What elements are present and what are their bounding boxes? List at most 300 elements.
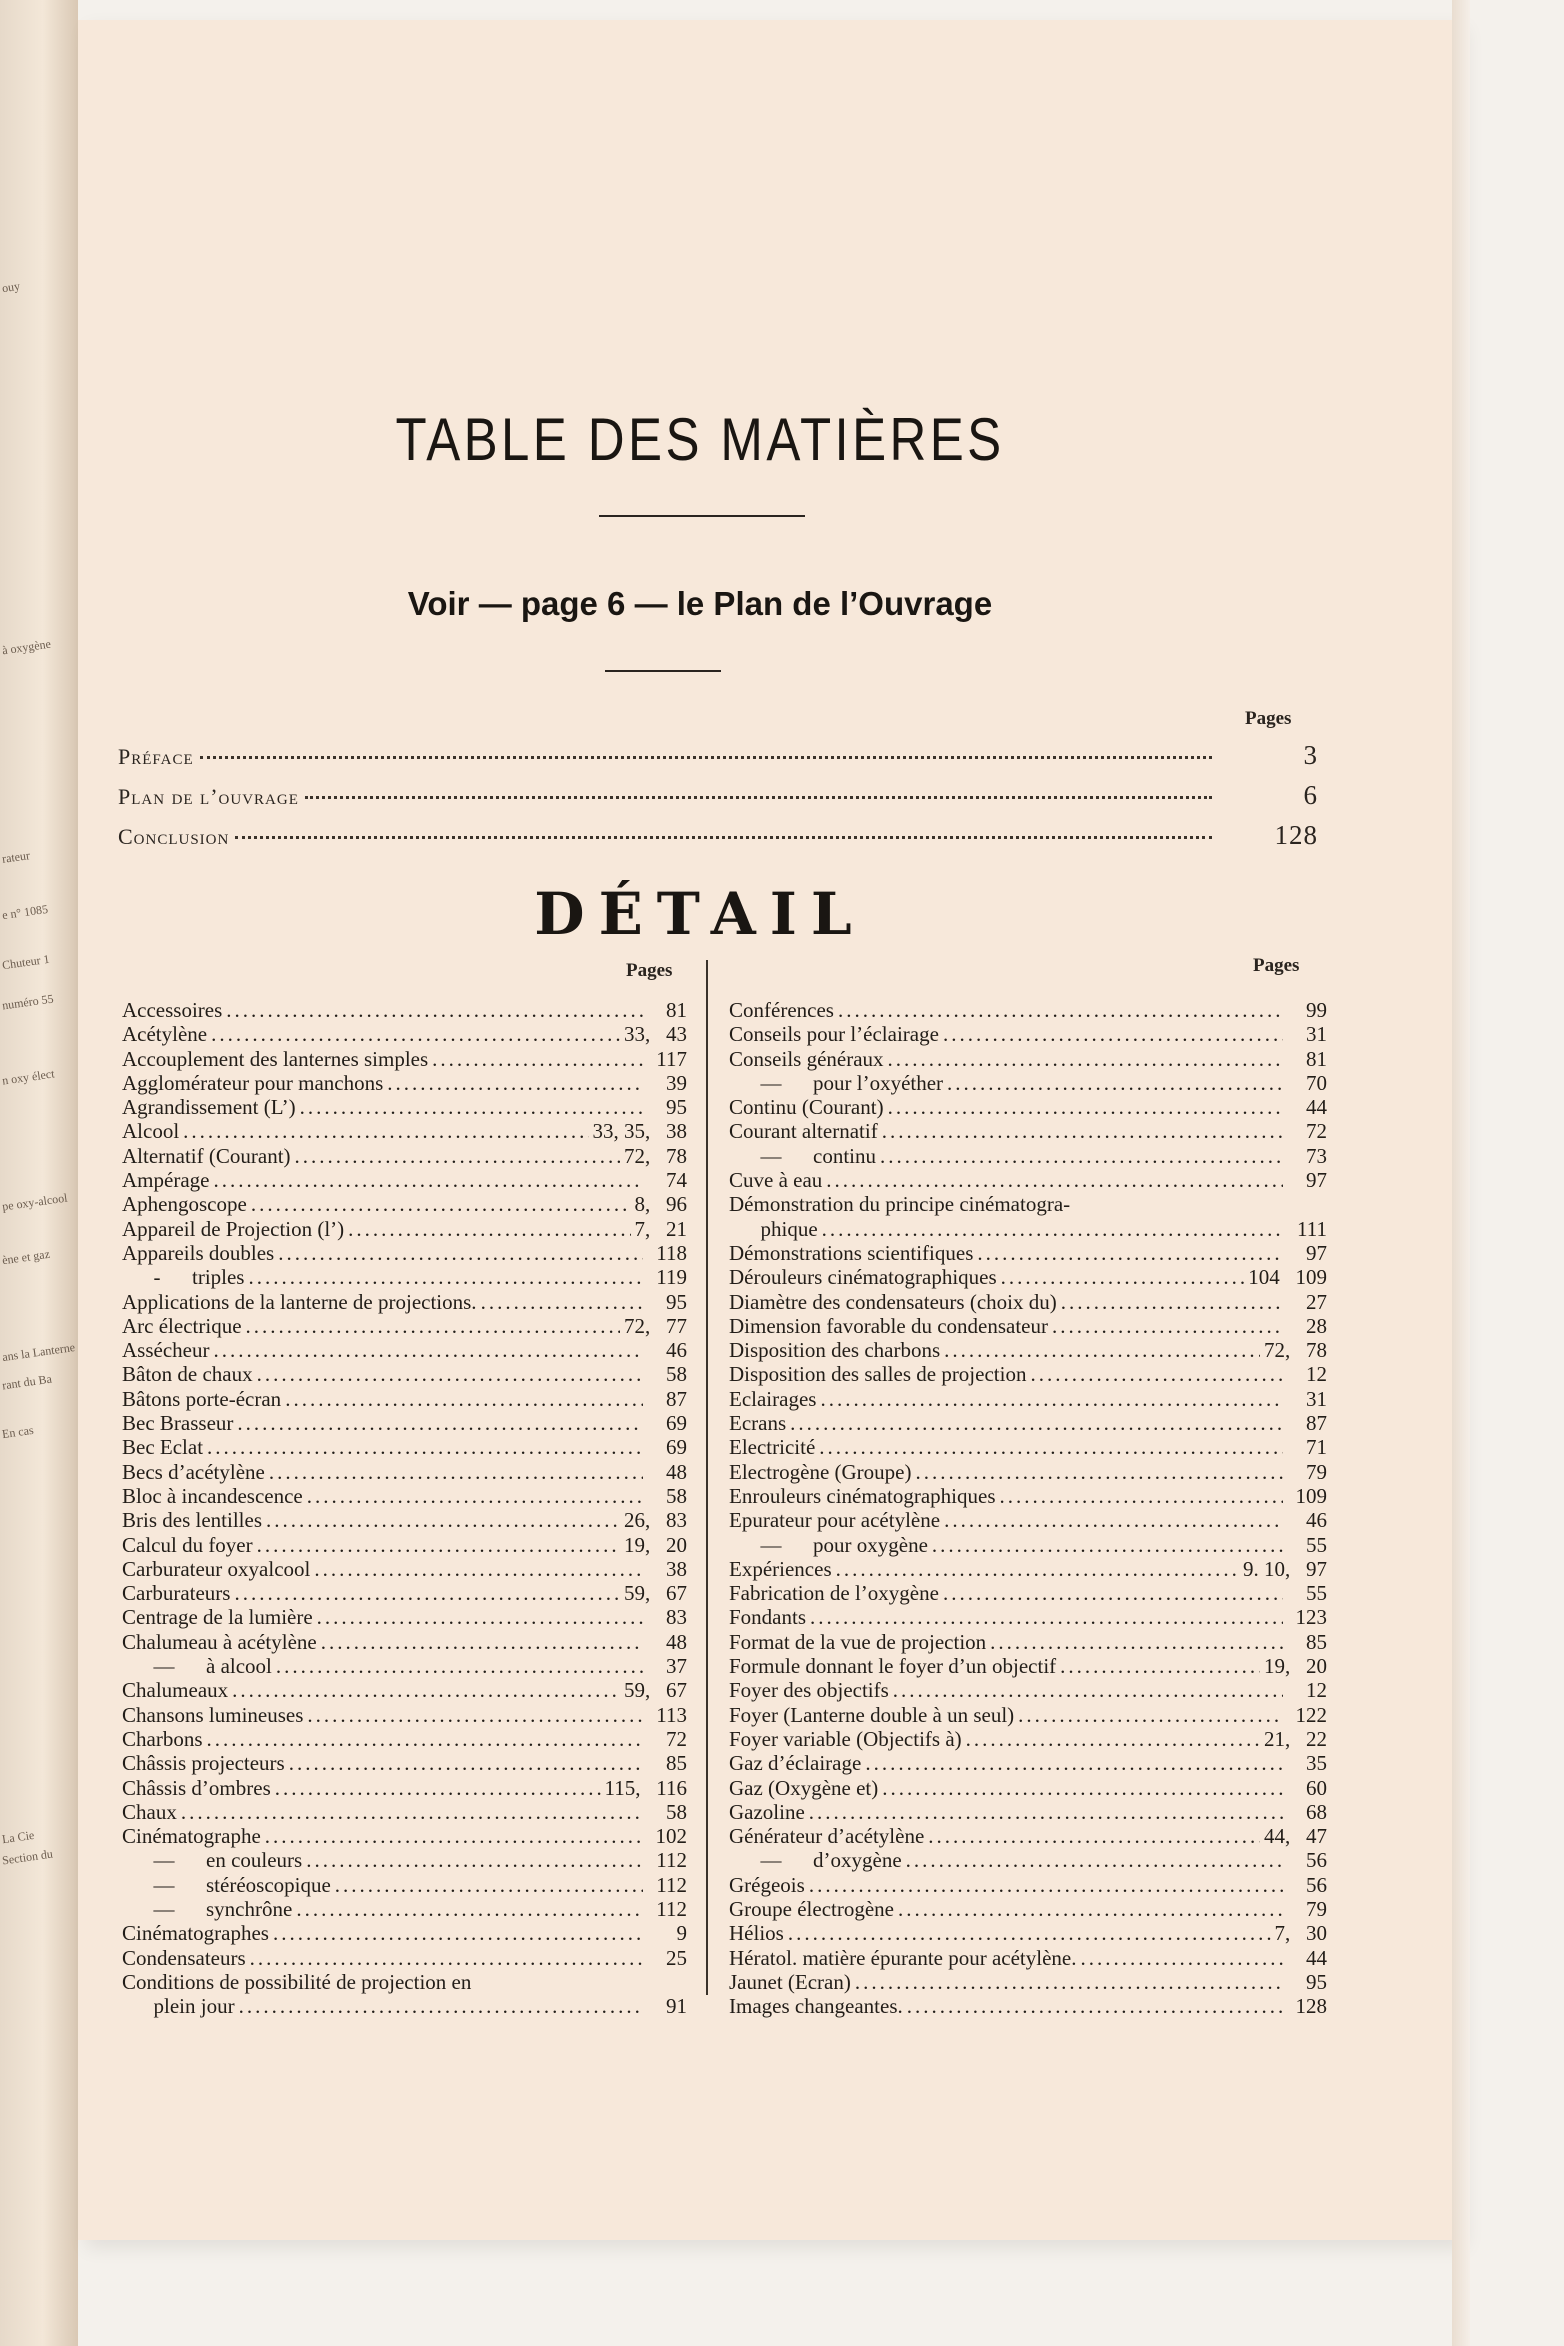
dot-leader xyxy=(226,998,643,1023)
facing-page-text-fragments xyxy=(0,0,78,2346)
index-entry xyxy=(122,1338,687,1362)
dot-leader xyxy=(822,1217,1283,1242)
index-entry-label: — synchrône xyxy=(122,1896,293,1921)
index-entry-label: Accouplement des lanternes simples xyxy=(122,1046,429,1071)
index-entry xyxy=(122,1873,687,1897)
index-entry-pages: 83 xyxy=(666,1605,687,1630)
index-entry xyxy=(122,1751,687,1775)
index-entry xyxy=(729,1727,1327,1751)
index-entry-pages: 117 xyxy=(656,1046,687,1071)
index-entry-label: plein jour xyxy=(122,1994,235,2019)
column-divider xyxy=(706,960,708,1995)
index-entry xyxy=(729,1217,1327,1241)
index-entry xyxy=(122,1678,687,1702)
index-entry-pages: 46 xyxy=(666,1338,687,1363)
index-entry-label: Gaz d’éclairage xyxy=(729,1751,862,1776)
index-entry-pages: 35 xyxy=(1306,1751,1327,1776)
main-entry-page: 3 xyxy=(1303,740,1318,770)
index-entry-label: Ampérage xyxy=(122,1168,210,1193)
index-entry-label: Gazoline xyxy=(729,1799,805,1824)
index-entry xyxy=(122,1727,687,1751)
left-pages-header: Pages xyxy=(626,960,673,981)
facing-page-fragment: Chuteur 1 xyxy=(1,951,51,973)
index-entry xyxy=(122,1460,687,1484)
dot-leader xyxy=(306,1848,643,1873)
dot-leader xyxy=(906,1848,1283,1873)
index-entry-label: Cuve à eau xyxy=(729,1168,823,1193)
index-entry-label: Becs d’acétylène xyxy=(122,1459,265,1484)
index-entry xyxy=(729,1897,1327,1921)
index-entry-label: Alternatif (Courant) xyxy=(122,1143,291,1168)
index-entry xyxy=(122,1654,687,1678)
main-entry xyxy=(118,780,1318,820)
index-entry-pages: 112 xyxy=(656,1896,687,1921)
index-entry-label: Conseils pour l’éclairage xyxy=(729,1022,939,1047)
dot-leader xyxy=(307,1484,643,1509)
dot-leader xyxy=(907,1994,1283,2019)
dot-leader xyxy=(257,1362,643,1387)
index-entry-label: Cinématographes xyxy=(122,1921,269,1946)
index-entry xyxy=(729,1848,1327,1872)
main-entry xyxy=(118,740,1318,780)
index-entry xyxy=(122,1217,687,1241)
index-entry xyxy=(729,998,1327,1022)
index-entry xyxy=(122,1362,687,1386)
dot-leader xyxy=(432,1047,643,1072)
index-entry xyxy=(122,1824,687,1848)
dot-leader xyxy=(943,1022,1283,1047)
index-entry-pages: 69 xyxy=(666,1435,687,1460)
index-entry-label: Electricité xyxy=(729,1435,816,1460)
index-entry xyxy=(122,1144,687,1168)
index-entry xyxy=(729,1071,1327,1095)
dot-leader xyxy=(1060,1654,1260,1679)
main-entry-page: 128 xyxy=(1274,820,1318,850)
index-entry-label: Calcul du foyer xyxy=(122,1532,253,1557)
main-entry xyxy=(118,820,1318,860)
main-pages-header: Pages xyxy=(1245,708,1292,729)
dot-leader xyxy=(826,1168,1283,1193)
index-entry xyxy=(122,1533,687,1557)
dot-leader xyxy=(932,1533,1283,1558)
main-entries-list xyxy=(118,740,1318,860)
index-entry xyxy=(729,1946,1327,1970)
index-entry-label: Foyer des objectifs xyxy=(729,1678,889,1703)
dot-leader xyxy=(944,1508,1283,1533)
index-entry-label: Hératol. matière épurante pour acétylène. xyxy=(729,1945,1077,1970)
dot-leader xyxy=(183,1119,588,1144)
dot-leader xyxy=(248,1265,643,1290)
dot-leader xyxy=(943,1581,1283,1606)
index-entry xyxy=(122,1168,687,1192)
index-entry-label: Gaz (Oxygène et) xyxy=(729,1775,879,1800)
index-entry-label: Applications de la lanterne de projections. xyxy=(122,1289,477,1314)
index-entry-pages: 27 xyxy=(1306,1289,1327,1314)
index-entry-label: Formule donnant le foyer d’un objectif xyxy=(729,1654,1057,1679)
index-entry-pages: 109 xyxy=(1295,1483,1327,1508)
dot-leader xyxy=(947,1071,1283,1096)
index-entry-pages: 56 xyxy=(1306,1872,1327,1897)
dot-leader xyxy=(1018,1703,1283,1728)
index-entry-pages: 19, 20 xyxy=(1264,1654,1327,1679)
index-entry-label: Groupe électrogène xyxy=(729,1896,894,1921)
index-entry-pages: 87 xyxy=(1306,1411,1327,1436)
dot-leader xyxy=(888,1047,1283,1072)
index-entry-label: Jaunet (Ecran) xyxy=(729,1969,851,1994)
dot-leader xyxy=(300,1095,643,1120)
index-entry-pages: 95 xyxy=(1306,1969,1327,1994)
index-entry-pages: 72, 78 xyxy=(1264,1338,1327,1363)
detail-right-column xyxy=(729,998,1327,2018)
dot-leader xyxy=(289,1751,643,1776)
page-title: TABLE DES MATIÈRES xyxy=(395,406,1005,473)
index-entry-label: Chalumeau à acétylène xyxy=(122,1629,317,1654)
index-entry-pages: 85 xyxy=(666,1751,687,1776)
index-entry-pages: 79 xyxy=(1306,1459,1327,1484)
dot-leader xyxy=(1061,1290,1283,1315)
index-entry-label: Conditions de possibilité de projection en xyxy=(122,1969,472,1994)
index-entry xyxy=(729,1168,1327,1192)
index-entry xyxy=(729,1921,1327,1945)
index-entry-label: Démonstrations scientifiques xyxy=(729,1240,974,1265)
index-entry-label: Courant alternatif xyxy=(729,1119,878,1144)
index-entry-pages: 12 xyxy=(1306,1362,1327,1387)
index-entry-pages: 97 xyxy=(1306,1168,1327,1193)
index-entry-label: Dimension favorable du condensateur xyxy=(729,1313,1048,1338)
index-entry-pages: 31 xyxy=(1306,1022,1327,1047)
index-entry-pages: 25 xyxy=(666,1945,687,1970)
index-entry-label: Continu (Courant) xyxy=(729,1095,884,1120)
dot-leader xyxy=(855,1970,1283,1995)
dot-leader xyxy=(944,1338,1260,1363)
dot-leader xyxy=(977,1241,1283,1266)
dot-leader xyxy=(295,1144,620,1169)
index-entry xyxy=(122,1435,687,1459)
page-edge-shadow xyxy=(1452,0,1470,2346)
index-entry-pages: 97 xyxy=(1306,1240,1327,1265)
index-entry-label: Agglomérateur pour manchons xyxy=(122,1070,384,1095)
dot-leader xyxy=(250,1946,643,1971)
index-entry xyxy=(122,1119,687,1143)
dot-leader xyxy=(387,1071,643,1096)
index-entry-label: Eclairages xyxy=(729,1386,817,1411)
dot-leader xyxy=(788,1921,1271,1946)
index-entry-label: Bâton de chaux xyxy=(122,1362,253,1387)
index-entry-pages: 70 xyxy=(1306,1070,1327,1095)
index-entry xyxy=(729,1387,1327,1411)
index-entry xyxy=(122,1994,687,2018)
index-entry-pages: 12 xyxy=(1306,1678,1327,1703)
index-entry-pages: 7, 21 xyxy=(634,1216,687,1241)
index-entry-label: Disposition des salles de projection xyxy=(729,1362,1027,1387)
dot-leader xyxy=(232,1678,620,1703)
index-entry-pages: 7, 30 xyxy=(1274,1921,1327,1946)
index-entry-pages: 113 xyxy=(656,1702,687,1727)
dot-leader xyxy=(966,1727,1260,1752)
dot-leader xyxy=(898,1897,1283,1922)
dot-leader xyxy=(819,1435,1283,1460)
index-entry-pages: 85 xyxy=(1306,1629,1327,1654)
dot-leader xyxy=(213,1168,643,1193)
index-entry xyxy=(729,1095,1327,1119)
index-entry xyxy=(729,1630,1327,1654)
dot-leader xyxy=(239,1994,643,2019)
dot-leader xyxy=(810,1605,1283,1630)
index-entry-label: Bâtons porte-écran xyxy=(122,1386,282,1411)
dot-leader xyxy=(275,1776,601,1801)
dot-leader xyxy=(880,1144,1283,1169)
index-entry xyxy=(729,1703,1327,1727)
index-entry xyxy=(122,1557,687,1581)
dot-leader xyxy=(278,1241,643,1266)
index-entry xyxy=(122,1387,687,1411)
index-entry-pages: 48 xyxy=(666,1459,687,1484)
index-entry-pages: 72 xyxy=(666,1726,687,1751)
main-entry-label: Plan de l’ouvrage xyxy=(118,784,299,809)
index-entry-pages: 8, 96 xyxy=(634,1192,687,1217)
index-entry-label: Alcool xyxy=(122,1119,180,1144)
index-entry xyxy=(122,1776,687,1800)
dot-leader xyxy=(882,1776,1283,1801)
index-entry-label: Ecrans xyxy=(729,1411,787,1436)
index-entry-pages: 81 xyxy=(666,998,687,1022)
dot-leader xyxy=(276,1654,643,1679)
index-entry-pages: 19, 20 xyxy=(624,1532,687,1557)
dot-leader xyxy=(296,1897,643,1922)
index-entry-label: Disposition des charbons xyxy=(729,1338,941,1363)
index-entry-label: — pour oxygène xyxy=(729,1532,928,1557)
index-entry-pages: 119 xyxy=(656,1265,687,1290)
index-entry-label: - triples xyxy=(122,1265,245,1290)
dot-leader xyxy=(285,1387,643,1412)
index-entry-label: Fabrication de l’oxygène xyxy=(729,1581,939,1606)
index-entry-label: Assécheur xyxy=(122,1338,210,1363)
dot-leader xyxy=(234,1581,620,1606)
dot-leader xyxy=(321,1630,643,1655)
dot-leader xyxy=(882,1119,1283,1144)
index-entry xyxy=(122,1703,687,1727)
index-entry xyxy=(729,1970,1327,1994)
main-entry-label: Conclusion xyxy=(118,824,230,849)
index-entry xyxy=(122,1970,687,1994)
index-entry xyxy=(729,1338,1327,1362)
index-entry-label: — pour l’oxyéther xyxy=(729,1070,944,1095)
facing-page-fragment: e n° 1085 xyxy=(1,901,49,923)
index-entry xyxy=(729,1411,1327,1435)
index-entry-pages: 91 xyxy=(666,1994,687,2019)
index-entry-label: Appareils doubles xyxy=(122,1240,275,1265)
index-entry xyxy=(122,1290,687,1314)
index-entry xyxy=(122,1508,687,1532)
index-entry-label: Enrouleurs cinématographiques xyxy=(729,1483,996,1508)
main-entry-page: 6 xyxy=(1303,780,1318,810)
index-entry-label: Cinématographe xyxy=(122,1824,261,1849)
index-entry-pages: 55 xyxy=(1306,1532,1327,1557)
dot-leader xyxy=(237,1411,643,1436)
index-entry-pages: 122 xyxy=(1295,1702,1327,1727)
facing-page-fragment: La Cie xyxy=(1,1827,36,1847)
index-entry-label: — à alcool xyxy=(122,1654,272,1679)
index-entry-label: — continu xyxy=(729,1143,876,1168)
index-entry xyxy=(122,1022,687,1046)
dot-leader xyxy=(348,1217,630,1242)
facing-page-fragment: rateur xyxy=(1,848,31,866)
index-entry-label: Démonstration du principe cinématogra- xyxy=(729,1192,1071,1217)
index-entry xyxy=(729,1362,1327,1386)
index-entry-pages: 115, 116 xyxy=(604,1775,687,1800)
index-entry-pages: 46 xyxy=(1306,1508,1327,1533)
index-entry-label: Agrandissement (L’) xyxy=(122,1095,296,1120)
index-entry-label: Hélios xyxy=(729,1921,784,1946)
dot-leader xyxy=(888,1095,1283,1120)
index-entry xyxy=(122,1192,687,1216)
dot-leader xyxy=(809,1800,1283,1825)
index-entry-label: Epurateur pour acétylène xyxy=(729,1508,941,1533)
dot-leader xyxy=(251,1192,631,1217)
index-entry-pages: 58 xyxy=(666,1483,687,1508)
index-entry-pages: 81 xyxy=(1306,1046,1327,1071)
index-entry xyxy=(729,1314,1327,1338)
index-entry-label: Chansons lumineuses xyxy=(122,1702,304,1727)
index-entry-pages: 73 xyxy=(1306,1143,1327,1168)
index-entry-pages: 104 109 xyxy=(1248,1265,1327,1290)
index-entry xyxy=(729,1533,1327,1557)
dot-leader xyxy=(200,756,1212,759)
facing-page-fragment: ène et gaz xyxy=(1,1246,51,1268)
index-entry-pages: 102 xyxy=(655,1824,687,1849)
index-entry xyxy=(122,1241,687,1265)
index-entry xyxy=(729,1654,1327,1678)
index-entry-label: — d’oxygène xyxy=(729,1848,902,1873)
dot-leader xyxy=(235,836,1212,839)
index-entry-pages: 38 xyxy=(666,1556,687,1581)
dot-leader xyxy=(335,1873,643,1898)
index-entry-pages: 56 xyxy=(1306,1848,1327,1873)
index-entry-label: Expériences xyxy=(729,1556,832,1581)
index-entry xyxy=(729,1047,1327,1071)
index-entry xyxy=(122,1047,687,1071)
index-entry-label: Acétylène xyxy=(122,1022,208,1047)
index-entry-label: Centrage de la lumière xyxy=(122,1605,313,1630)
index-entry-pages: 128 xyxy=(1295,1994,1327,2019)
index-entry xyxy=(729,1435,1327,1459)
index-entry-label: phique xyxy=(729,1216,818,1241)
index-entry-pages: 55 xyxy=(1306,1581,1327,1606)
dot-leader xyxy=(1030,1362,1283,1387)
facing-page-fragment: ouy xyxy=(1,278,21,296)
index-entry-label: Grégeois xyxy=(729,1872,805,1897)
index-entry-label: Fondants xyxy=(729,1605,807,1630)
index-entry-label: Châssis d’ombres xyxy=(122,1775,271,1800)
index-entry-pages: 58 xyxy=(666,1362,687,1387)
index-entry-pages: 44, 47 xyxy=(1264,1824,1327,1849)
index-entry xyxy=(729,1678,1327,1702)
index-entry-pages: 44 xyxy=(1306,1945,1327,1970)
dot-leader xyxy=(809,1873,1283,1898)
dot-leader xyxy=(481,1290,643,1315)
index-entry-label: Foyer variable (Objectifs à) xyxy=(729,1726,962,1751)
detail-title: DÉTAIL xyxy=(534,880,866,948)
index-entry xyxy=(729,1022,1327,1046)
dot-leader xyxy=(273,1921,643,1946)
index-entry-label: Conseils généraux xyxy=(729,1046,884,1071)
index-entry-label: Diamètre des condensateurs (choix du) xyxy=(729,1289,1057,1314)
right-pages-header: Pages xyxy=(1253,955,1300,976)
index-entry-pages: 68 xyxy=(1306,1799,1327,1824)
index-entry xyxy=(729,1484,1327,1508)
index-entry-label: Chaux xyxy=(122,1799,177,1824)
page-subtitle: Voir — page 6 — le Plan de l’Ouvrage xyxy=(407,585,993,622)
index-entry-label: Bris des lentilles xyxy=(122,1508,262,1533)
index-entry xyxy=(122,998,687,1022)
index-entry xyxy=(729,1873,1327,1897)
dot-leader xyxy=(838,998,1283,1023)
dot-leader xyxy=(1052,1314,1283,1339)
index-entry-pages: 72 xyxy=(1306,1119,1327,1144)
index-entry-pages: 95 xyxy=(666,1095,687,1120)
index-entry-label: Appareil de Projection (l’) xyxy=(122,1216,345,1241)
index-entry-pages: 72, 77 xyxy=(624,1313,687,1338)
index-entry-label: Electrogène (Groupe) xyxy=(729,1459,912,1484)
index-entry-pages: 9. 10, 97 xyxy=(1243,1556,1327,1581)
index-entry-pages: 59, 67 xyxy=(624,1678,687,1703)
dot-leader xyxy=(836,1557,1239,1582)
facing-page-fragment: n oxy élect xyxy=(1,1066,56,1088)
index-entry xyxy=(729,1460,1327,1484)
index-entry-pages: 123 xyxy=(1295,1605,1327,1630)
index-entry-label: Bloc à incandescence xyxy=(122,1483,303,1508)
index-entry xyxy=(122,1095,687,1119)
index-entry-label: Châssis projecteurs xyxy=(122,1751,285,1776)
index-entry xyxy=(122,1605,687,1629)
index-entry xyxy=(729,1605,1327,1629)
index-entry-pages: 72, 78 xyxy=(624,1143,687,1168)
index-entry xyxy=(729,1265,1327,1289)
dot-leader xyxy=(213,1338,643,1363)
dot-leader xyxy=(181,1800,643,1825)
index-entry-pages: 33, 35, 38 xyxy=(592,1119,687,1144)
title-rule xyxy=(599,515,805,517)
index-entry-pages: 39 xyxy=(666,1070,687,1095)
index-entry-label: Générateur d’acétylène xyxy=(729,1824,925,1849)
index-entry xyxy=(122,1848,687,1872)
dot-leader xyxy=(1001,1265,1245,1290)
index-entry-pages: 9 xyxy=(676,1921,687,1946)
index-entry xyxy=(122,1484,687,1508)
index-entry xyxy=(729,1557,1327,1581)
index-entry-pages: 99 xyxy=(1306,998,1327,1022)
dot-leader xyxy=(893,1678,1283,1703)
index-entry-label: Carburateurs xyxy=(122,1581,231,1606)
index-entry xyxy=(122,1946,687,1970)
dot-leader xyxy=(266,1508,620,1533)
index-entry-pages: 21, 22 xyxy=(1264,1726,1327,1751)
main-entry-label: Préface xyxy=(118,744,194,769)
dot-leader xyxy=(257,1533,620,1558)
dot-leader xyxy=(314,1557,643,1582)
dot-leader xyxy=(305,796,1212,799)
dot-leader xyxy=(207,1435,643,1460)
dot-leader xyxy=(790,1411,1283,1436)
index-entry-pages: 28 xyxy=(1306,1313,1327,1338)
index-entry-pages: 33, 43 xyxy=(624,1022,687,1047)
index-entry-label: Images changeantes. xyxy=(729,1994,903,2019)
dot-leader xyxy=(317,1605,643,1630)
index-entry-pages: 69 xyxy=(666,1411,687,1436)
index-entry-pages: 44 xyxy=(1306,1095,1327,1120)
facing-page-fragment: pe oxy-alcool xyxy=(1,1190,69,1214)
index-entry-pages: 74 xyxy=(666,1168,687,1193)
